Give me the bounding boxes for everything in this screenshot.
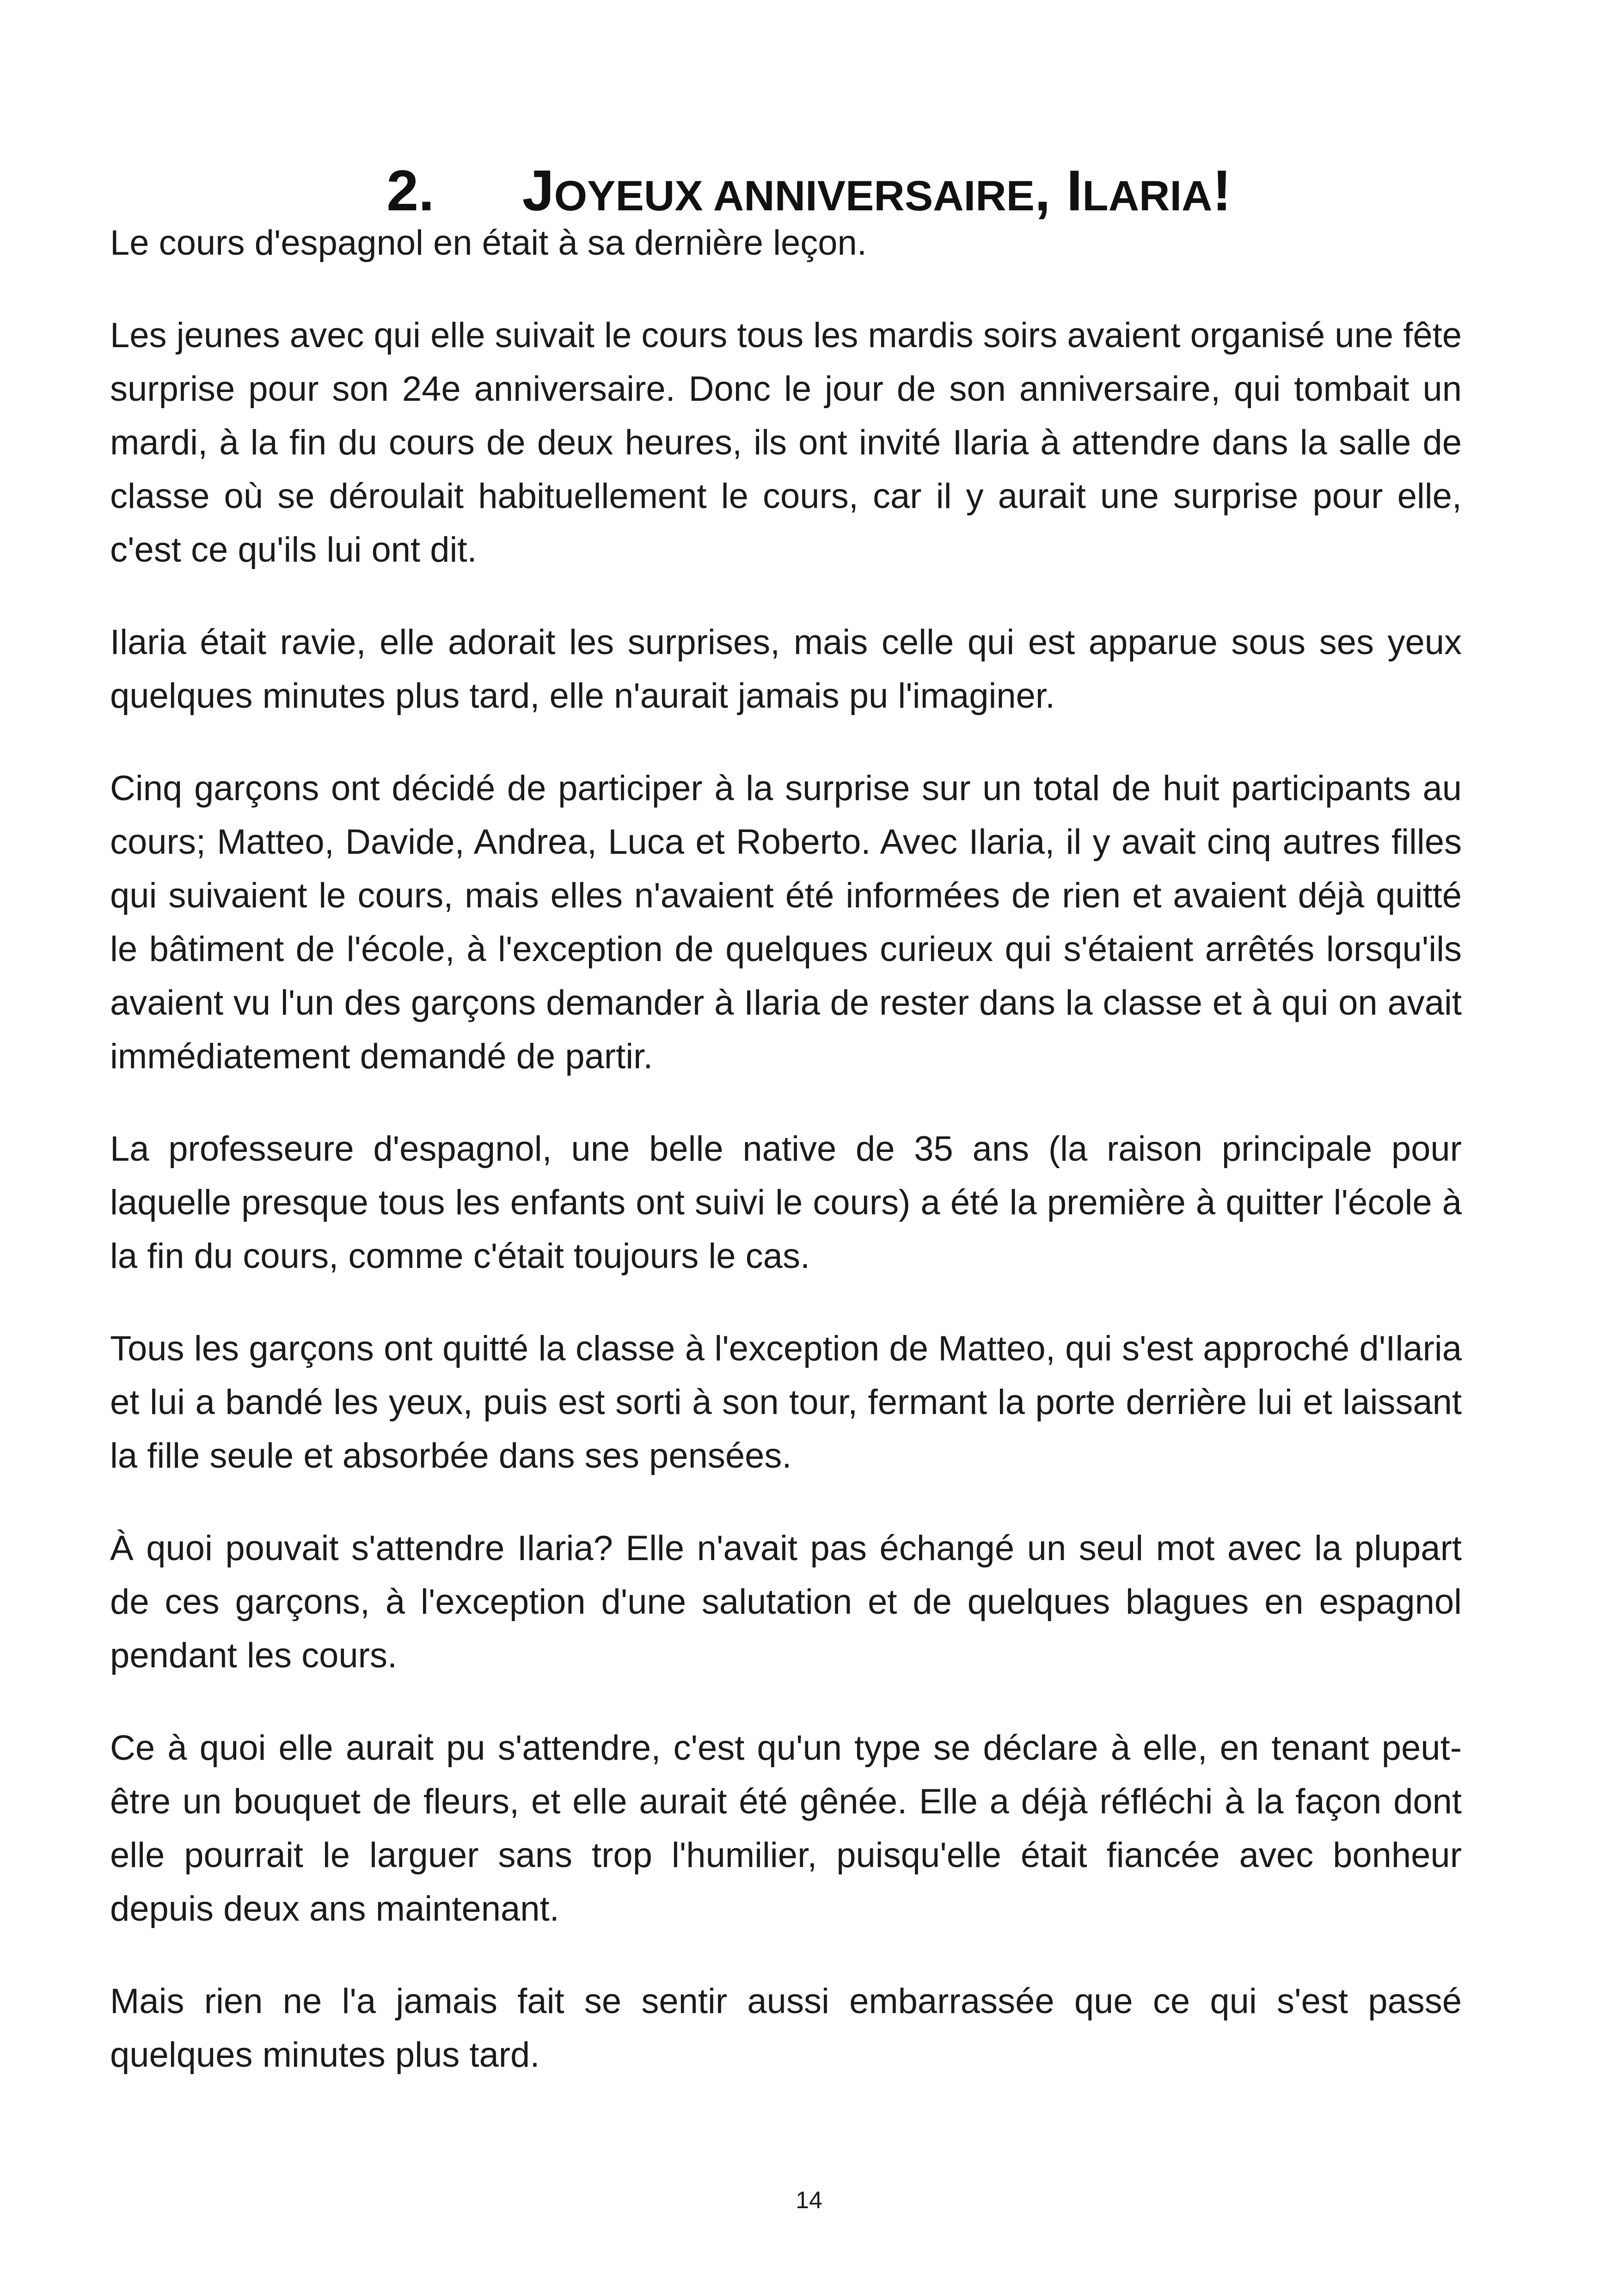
chapter-title-part-2: LARIA — [1082, 172, 1213, 220]
paragraph: Tous les garçons ont quitté la classe à l'exception de Matteo, qui s'est approché d'Ilaria et lui a bandé les yeux, puis est sorti à son tour, fermant la porte derrière lui et laissant la fille seule et absorbée dans ses pensées. — [110, 1329, 1462, 1476]
chapter-body — [110, 216, 1462, 2082]
chapter-number: 2. — [386, 159, 435, 223]
chapter-title-comma: , — [1035, 159, 1066, 223]
chapter-title-part-1: OYEUX ANNIVERSAIRE — [554, 172, 1035, 220]
paragraph: À quoi pouvait s'attendre Ilaria? Elle n'avait pas échangé un seul mot avec la plupart de ces garçons, à l'exception d'une salutation et de quelques blagues en espagnol pendant les cours. — [110, 1529, 1462, 1675]
chapter-title-exclamation: ! — [1212, 159, 1232, 223]
page-number: 14 — [796, 2187, 822, 2214]
chapter-title-initial-1: J — [522, 159, 554, 223]
paragraph: Ilaria était ravie, elle adorait les surprises, mais celle qui est apparue sous ses yeux quelques minutes plus tard, elle n'aurait jamais pu l'imaginer. — [110, 623, 1462, 716]
paragraph: Cinq garçons ont décidé de participer à la surprise sur un total de huit participants au cours; Matteo, Davide, Andrea, Luca et Roberto. Avec Ilaria, il y avait cinq autres filles qui suivaient le cours, mais elles n'avaient été informées de rien et avaient déjà quitté le bâtiment de l'école, à l'exception de quelques curieux qui s'étaient arrêtés lorsqu'ils avaient vu l'un des garçons demander à Ilaria de rester dans la classe et à qui on avait immédiatement demandé de partir. — [110, 769, 1462, 1076]
paragraph: Le cours d'espagnol en était à sa dernière leçon. — [110, 223, 867, 263]
paragraph: Ce à quoi elle aurait pu s'attendre, c'est qu'un type se déclare à elle, en tenant peut-être un bouquet de fleurs, et elle aurait été gênée. Elle a déjà réfléchi à la façon dont elle pourrait le larguer sans trop l'humilier, puisqu'elle était fiancée avec bonheur depuis deux ans maintenant. — [110, 1728, 1462, 1929]
chapter-title-initial-2: I — [1066, 159, 1083, 223]
paragraph: La professeure d'espagnol, une belle native de 35 ans (la raison principale pour laquelle presque tous les enfants ont suivi le cours) a été la première à quitter l'école à la fin du cours, comme c'était toujours le cas. — [110, 1129, 1462, 1276]
paragraph: Mais rien ne l'a jamais fait se sentir aussi embarrassée que ce qui s'est passé quelques minutes plus tard. — [110, 1982, 1462, 2075]
paragraph: Les jeunes avec qui elle suivait le cours tous les mardis soirs avaient organisé une fête surprise pour son 24e anniversaire. Donc le jour de son anniversaire, qui tombait un mardi, à la fin du cours de deux heures, ils ont invité Ilaria à attendre dans la salle de classe où se déroulait habituellement le cours, car il y aurait une surprise pour elle, c'est ce qu'ils lui ont dit. — [110, 316, 1462, 569]
